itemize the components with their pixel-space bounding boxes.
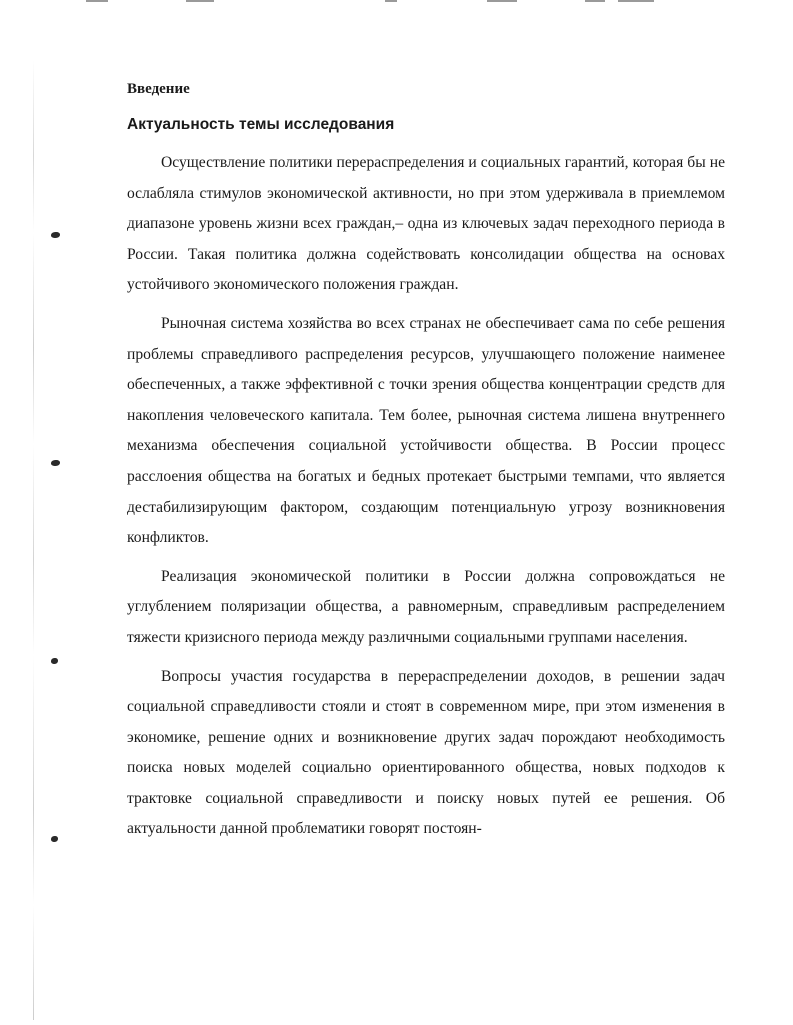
paragraph: Вопросы участия государства в перераспределении доходов, в решении задач социальной справедливости стояли и стоят в современном мире, при этом изменения в экономике, решение одних и возникновение других задач порождают необходимость поиска новых моделей социально ориентированного общества, новых подходов к трактовке социальной справедливости и поиску новых путей ее решения. Об актуальности данной проблематики говорят постоян-	[127, 667, 725, 838]
punch-hole-mark	[51, 836, 58, 842]
punch-hole-mark	[51, 460, 60, 466]
top-scan-marks	[0, 0, 793, 6]
paragraph: Реализация экономической политики в России должна сопровождаться не углублением поляризации общества, а равномерным, справедливым распределением тяжести кризисного периода между различными социальными группами населения.	[127, 567, 725, 646]
punch-hole-mark	[51, 232, 60, 238]
section-title: Введение	[127, 81, 190, 97]
paragraph: Рыночная система хозяйства во всех странах не обеспечивает сама по себе решения проблемы справедливого распределения ресурсов, улучшающего положение наименее обеспеченных, а также эффективной с точки зрения общества концентрации средств для накопления человеческого капитала. Тем более, рыночная система лишена внутреннего механизма обеспечения социальной устойчивости общества. В России процесс расслоения общества на богатых и бедных протекает быстрыми темпами, что является дестабилизирующим фактором, создающим потенциальную угрозу возникновения конфликтов.	[127, 314, 725, 547]
punch-hole-mark	[51, 658, 58, 664]
paragraph: Осуществление политики перераспределения и социальных гарантий, которая бы не ослабляла стимулов экономической активности, но при этом удерживала в приемлемом диапазоне уровень жизни всех граждан,– одна из ключевых задач переходного периода в России. Такая политика должна содействовать консолидации общества на основах устойчивого экономического положения граждан.	[127, 154, 725, 294]
section-subtitle: Актуальность темы исследования	[127, 116, 395, 133]
scan-edge-shadow	[33, 60, 34, 1020]
document-body	[127, 78, 725, 845]
